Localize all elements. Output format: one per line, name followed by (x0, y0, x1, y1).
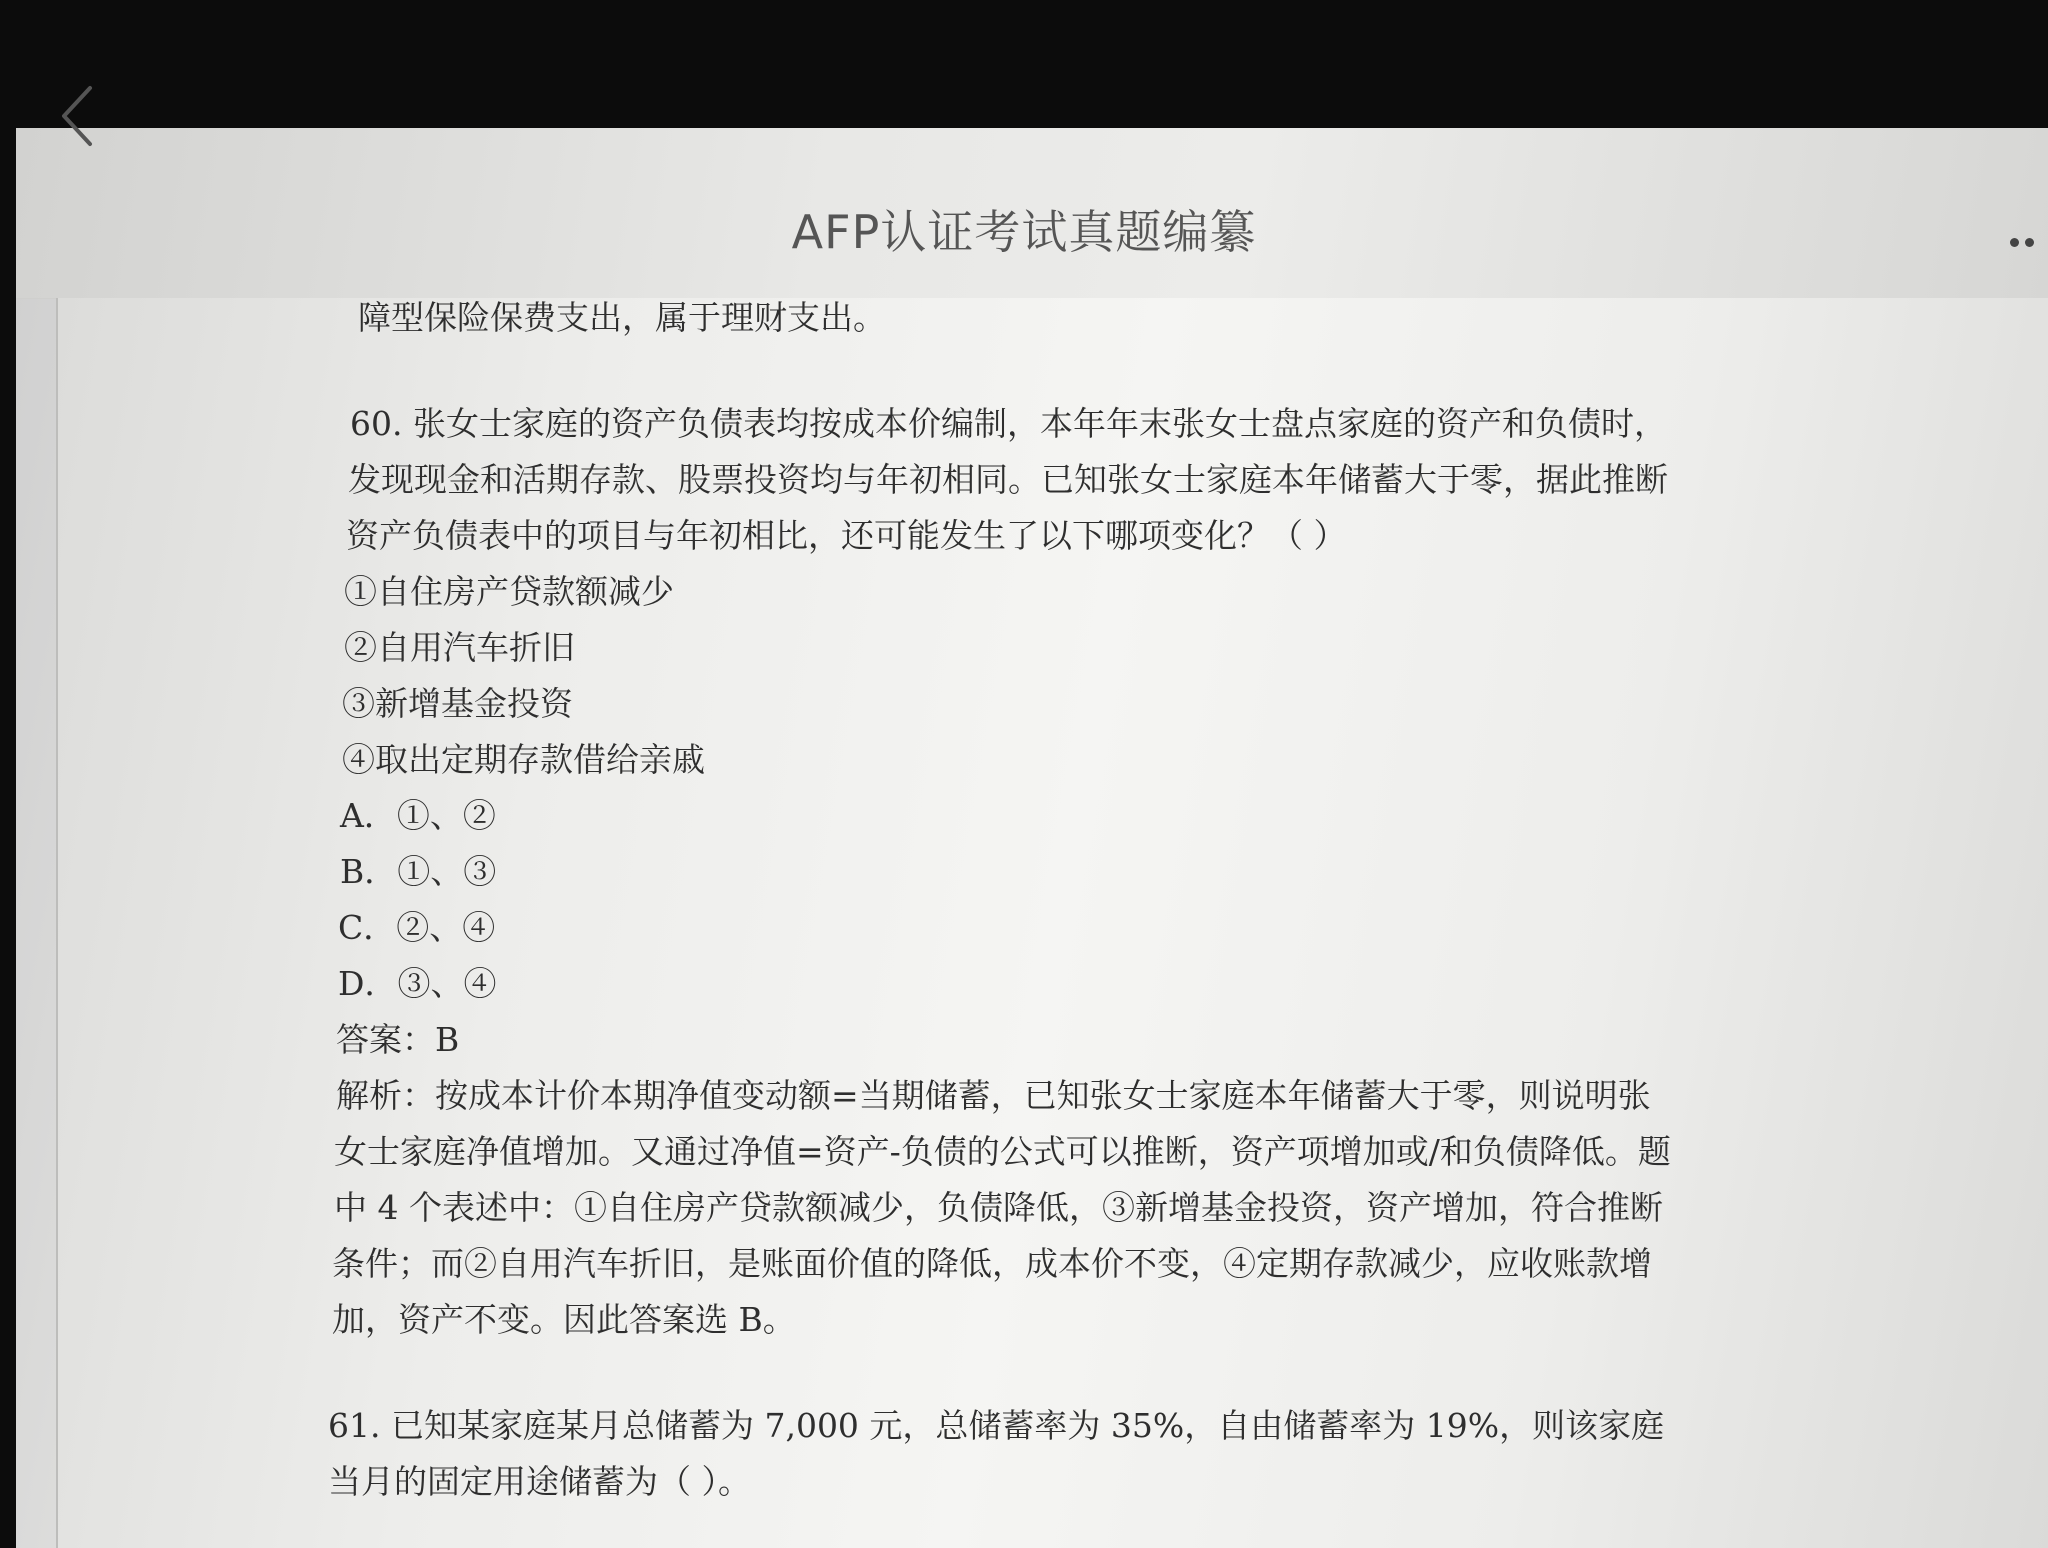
statement-item: ③新增基金投资 (342, 684, 573, 723)
analysis-line: 条件；而②自用汽车折旧，是账面价值的降低，成本价不变，④定期存款减少，应收账款增 (332, 1244, 1652, 1283)
statement-item: ②自用汽车折旧 (344, 628, 575, 667)
option-b: B．①、③ (340, 852, 497, 891)
option-d: D．③、④ (338, 964, 497, 1003)
question-line: 资产负债表中的项目与年初相比，还可能发生了以下哪项变化？（ ） (346, 516, 1347, 555)
statement-item: ①自住房产贷款额减少 (344, 572, 674, 611)
app-title: AFP认证考试真题编纂 (791, 205, 1257, 259)
question-60 (308, 396, 1828, 1348)
question-line: 60. 张女士家庭的资产负债表均按成本价编制，本年年末张女士盘点家庭的资产和负债时， (350, 404, 1667, 443)
answer-line: 答案：B (336, 1020, 460, 1059)
document-content (308, 290, 1828, 1510)
statement-item: ④取出定期存款借给亲戚 (342, 740, 705, 779)
analysis-line: 女士家庭净值增加。又通过净值=资产-负债的公式可以推断，资产项增加或/和负债降低。题 (334, 1132, 1671, 1171)
option-c: C．②、④ (338, 908, 496, 947)
analysis-line: 中 4 个表述中：①自住房产贷款额减少，负债降低，③新增基金投资，资产增加，符合推断 (334, 1188, 1663, 1227)
question-line: 61. 已知某家庭某月总储蓄为 7,000 元，总储蓄率为 35%，自由储蓄率为 19%，则该家庭 (328, 1406, 1665, 1445)
chevron-left-icon[interactable] (48, 80, 104, 160)
top-fragment: 障型保险保费支出，属于理财支出。 (358, 298, 886, 337)
analysis-line: 解析：按成本计价本期净值变动额=当期储蓄，已知张女士家庭本年储蓄大于零，则说明张 (336, 1076, 1651, 1115)
more-dots-icon[interactable] (2010, 232, 2048, 252)
question-61 (308, 1398, 1828, 1510)
analysis-line: 加，资产不变。因此答案选 B。 (332, 1300, 796, 1339)
option-a: A．①、② (340, 796, 496, 835)
question-line: 发现现金和活期存款、股票投资均与年初相同。已知张女士家庭本年储蓄大于零，据此推断 (348, 460, 1668, 499)
question-line: 当月的固定用途储蓄为（ ）。 (328, 1462, 751, 1501)
